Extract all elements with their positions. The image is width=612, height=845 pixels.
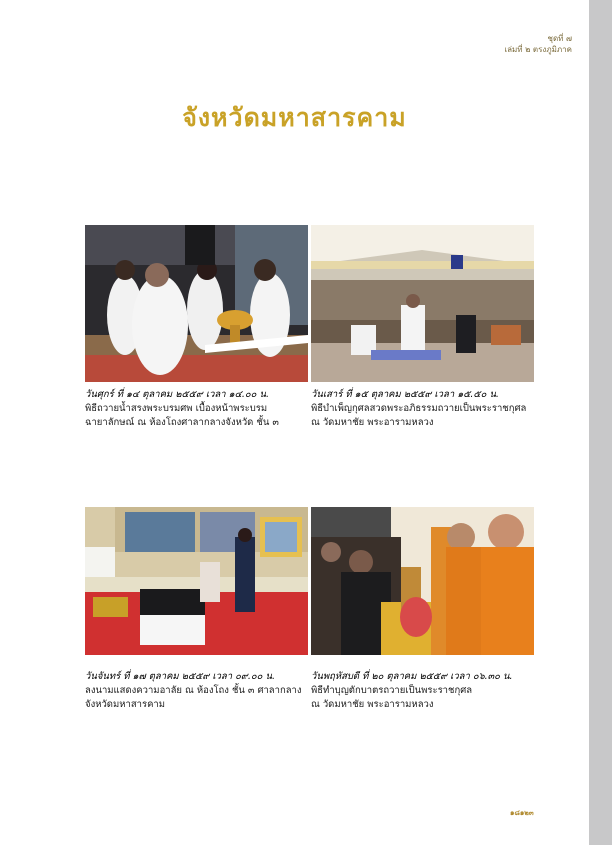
caption-1 <box>85 388 315 430</box>
caption-3 <box>85 670 315 712</box>
caption-1-line-2: ฉายาลักษณ์ ณ ห้องโถงศาลากลางจังหวัด ชั้น ๓ <box>85 417 279 428</box>
photo-ceremony-tent <box>311 225 534 382</box>
photo-ceremony-water <box>85 225 308 382</box>
caption-3-date: วันจันทร์ ที่ ๑๗ ตุลาคม ๒๕๕๙ เวลา ๐๙.๐๐ น. <box>85 671 275 682</box>
caption-3-line-1: ลงนามแสดงความอาลัย ณ ห้องโถง ชั้น ๓ ศาลากลาง <box>85 685 302 696</box>
caption-2 <box>311 388 561 430</box>
photo-condolence-signing <box>85 507 308 655</box>
caption-1-date: วันศุกร์ ที่ ๑๔ ตุลาคม ๒๕๕๙ เวลา ๑๔.๐๐ น. <box>85 389 269 400</box>
caption-2-date: วันเสาร์ ที่ ๑๕ ตุลาคม ๒๕๕๙ เวลา ๑๕.๕๐ น. <box>311 389 499 400</box>
caption-3-line-2: จังหวัดมหาสารคาม <box>85 699 166 710</box>
page-edge-bar <box>589 0 612 845</box>
page-title: จังหวัดมหาสารคาม <box>182 103 407 132</box>
caption-4 <box>311 670 561 712</box>
caption-4-line-2: ณ วัดมหาชัย พระอารามหลวง <box>311 699 434 710</box>
caption-4-line-1: พิธีทำบุญตักบาตรถวายเป็นพระราชกุศล <box>311 685 473 696</box>
caption-1-line-1: พิธีถวายน้ำสรงพระบรมศพ เบื้องหน้าพระบรม <box>85 403 268 414</box>
header-line-2: เล่มที่ ๒ ตรงภูมิภาค <box>504 45 572 54</box>
caption-2-line-2: ณ วัดมหาชัย พระอารามหลวง <box>311 417 434 428</box>
caption-2-line-1: พิธีบำเพ็ญกุศลสวดพระอภิธรรมถวายเป็นพระราชกุศล <box>311 403 527 414</box>
header-line-1: ชุดที่ ๗ <box>547 34 572 43</box>
caption-4-date: วันพฤหัสบดี ที่ ๒๐ ตุลาคม ๒๕๕๙ เวลา ๐๖.๓๐ น. <box>311 671 513 682</box>
photo-alms-giving <box>311 507 534 655</box>
running-header <box>504 33 572 55</box>
page-number: ๑๘๑๒๓ <box>510 809 534 817</box>
